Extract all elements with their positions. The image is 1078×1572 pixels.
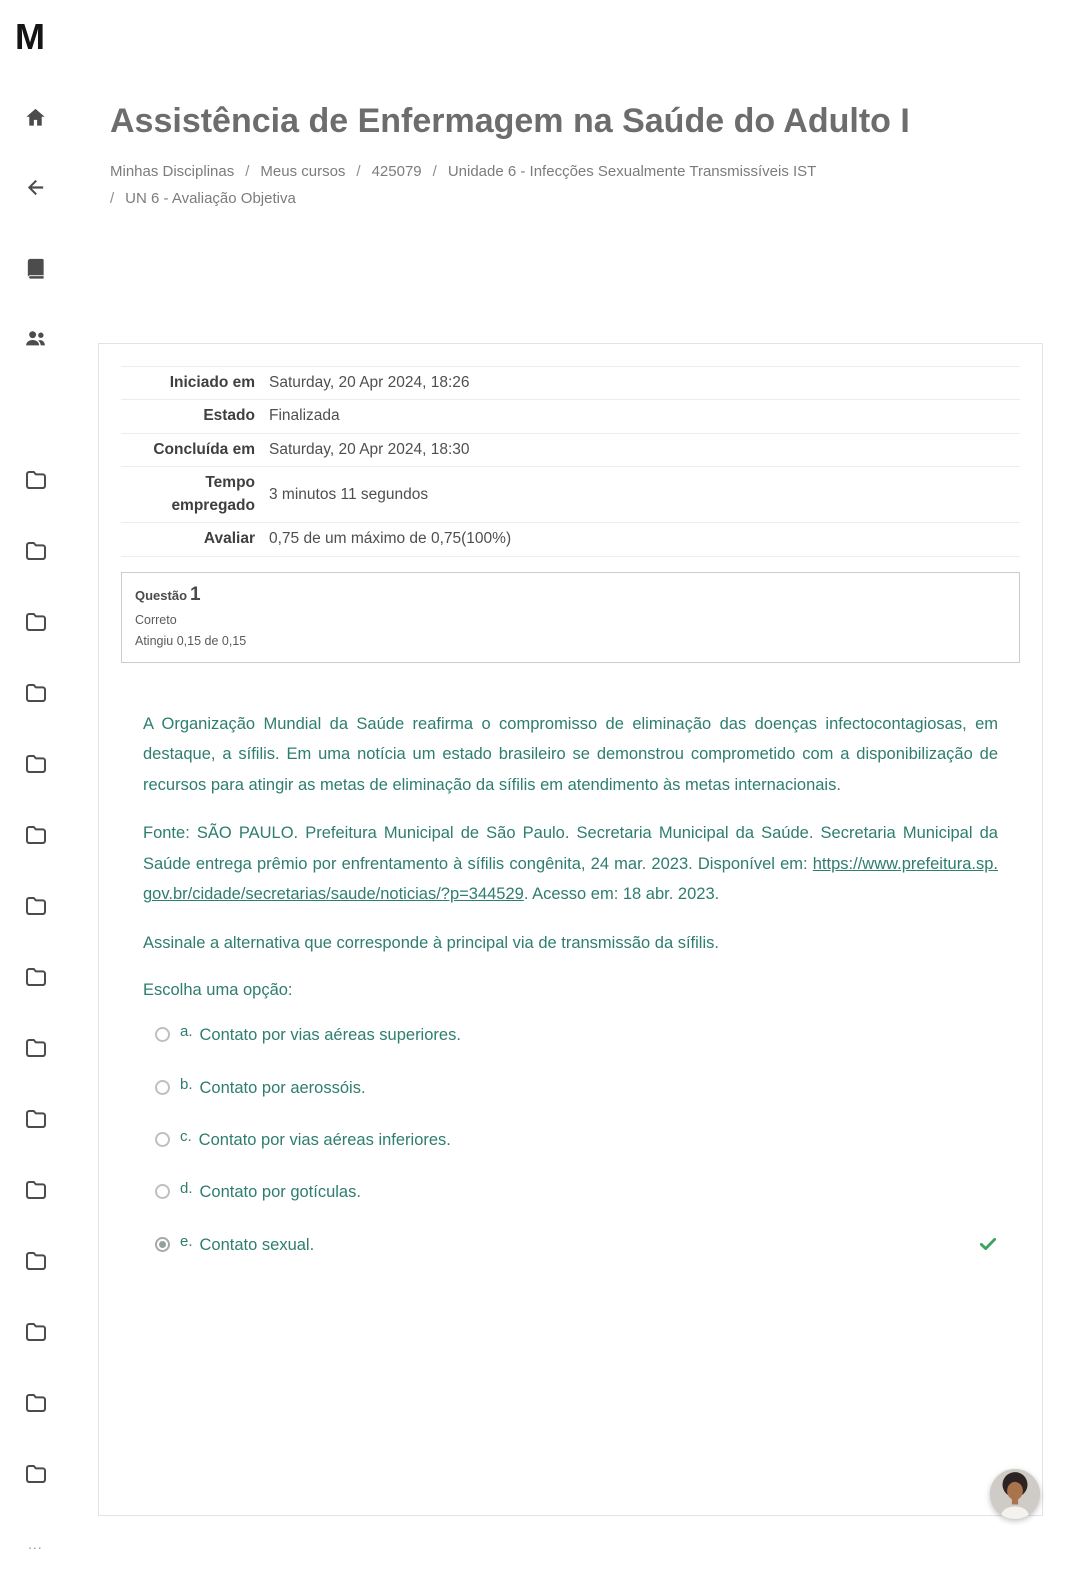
option-letter: c. — [180, 1127, 192, 1145]
folder-icon[interactable] — [24, 965, 48, 989]
source-text-before: Fonte: SÃO PAULO. Prefeitura Municipal de São Paulo. Secretaria Municipal da Saúde. Secretaria Municipal da Saúde entrega prêmio por enfrentamento à sífilis congênita, 24 mar. 2023. Disponível em: — [143, 824, 998, 873]
breadcrumb-item[interactable]: Minhas Disciplinas — [110, 162, 235, 180]
option-letter: d. — [180, 1180, 193, 1198]
answer-option-c[interactable] — [155, 1127, 998, 1153]
summary-value: 0,75 de um máximo de 0,75(100%) — [269, 530, 512, 548]
page-title: Assistência de Enfermagem na Saúde do Adulto I — [110, 102, 910, 140]
breadcrumb-item[interactable]: UN 6 - Avaliação Objetiva — [125, 190, 296, 208]
arrow-left-icon[interactable] — [24, 176, 47, 199]
assistant-avatar[interactable] — [990, 1469, 1040, 1519]
option-text: Contato por gotículas. — [199, 1183, 361, 1202]
breadcrumb-separator: / — [432, 162, 437, 180]
breadcrumb-separator: / — [245, 162, 250, 180]
table-row — [121, 367, 1020, 400]
answer-option-e[interactable] — [155, 1232, 998, 1258]
correct-check-icon — [978, 1234, 998, 1254]
radio-button-selected[interactable] — [155, 1237, 170, 1252]
question-status: Correto — [135, 612, 177, 627]
summary-label: Estado — [203, 407, 255, 425]
users-icon[interactable] — [24, 327, 47, 350]
breadcrumb-item[interactable]: 425079 — [371, 162, 422, 180]
breadcrumb-item[interactable]: Unidade 6 - Infecções Sexualmente Transmissíveis IST — [447, 162, 817, 180]
folder-icon[interactable] — [24, 1249, 48, 1273]
sidebar — [0, 0, 70, 1572]
folder-icon[interactable] — [24, 1107, 48, 1131]
folder-icon[interactable] — [24, 681, 48, 705]
table-row — [121, 433, 1020, 466]
radio-button[interactable] — [155, 1027, 170, 1042]
question-info-box — [121, 572, 1020, 663]
folder-icon[interactable] — [24, 1462, 48, 1486]
option-letter: a. — [180, 1023, 193, 1041]
option-text: Contato sexual. — [199, 1235, 315, 1254]
summary-value: Saturday, 20 Apr 2024, 18:30 — [269, 440, 470, 458]
option-text: Contato por aerossóis. — [199, 1078, 366, 1097]
question-body — [121, 663, 1020, 1258]
home-icon[interactable] — [24, 106, 47, 129]
sidebar-folder-list — [24, 468, 48, 1486]
summary-label: Tempo empregado — [171, 474, 255, 514]
folder-icon[interactable] — [24, 1036, 48, 1060]
folder-icon[interactable] — [24, 823, 48, 847]
breadcrumb — [110, 158, 990, 214]
folder-icon[interactable] — [24, 894, 48, 918]
folder-icon[interactable] — [24, 1391, 48, 1415]
summary-label: Concluída em — [153, 440, 255, 458]
folder-icon[interactable] — [24, 610, 48, 634]
folder-icon[interactable] — [24, 1320, 48, 1344]
quiz-review-card — [98, 343, 1043, 1516]
choose-option-label: Escolha uma opção: — [143, 981, 293, 1000]
answer-option-a[interactable] — [155, 1022, 998, 1048]
option-text: Contato por vias aéreas superiores. — [199, 1026, 461, 1045]
attempt-summary-table — [121, 366, 1020, 557]
question-number: 1 — [190, 583, 201, 605]
summary-value: 3 minutos 11 segundos — [269, 485, 429, 503]
breadcrumb-item[interactable]: Meus cursos — [260, 162, 346, 180]
option-letter: b. — [180, 1075, 193, 1093]
question-label: Questão — [135, 587, 188, 603]
table-row — [121, 523, 1020, 556]
radio-button[interactable] — [155, 1132, 170, 1147]
radio-button[interactable] — [155, 1184, 170, 1199]
folder-icon[interactable] — [24, 752, 48, 776]
radio-button[interactable] — [155, 1080, 170, 1095]
summary-value: Finalizada — [269, 407, 340, 425]
table-row — [121, 400, 1020, 433]
answer-option-d[interactable] — [155, 1179, 998, 1205]
sidebar-overflow-indicator: ... — [28, 1536, 43, 1552]
summary-label: Avaliar — [203, 530, 255, 548]
table-row — [121, 467, 1020, 523]
summary-label: Iniciado em — [169, 374, 255, 392]
folder-icon[interactable] — [24, 1178, 48, 1202]
question-points: Atingiu 0,15 de 0,15 — [135, 633, 247, 648]
main-content — [98, 0, 1043, 1516]
breadcrumb-separator: / — [356, 162, 361, 180]
option-letter: e. — [180, 1232, 193, 1250]
breadcrumb-separator: / — [110, 190, 115, 208]
question-prompt: Assinale a alternativa que corresponde à principal via de transmissão da sífilis. — [143, 933, 719, 952]
answer-option-b[interactable] — [155, 1075, 998, 1101]
folder-icon[interactable] — [24, 539, 48, 563]
folder-icon[interactable] — [24, 468, 48, 492]
book-icon[interactable] — [24, 257, 47, 280]
app-logo: M — [15, 16, 43, 57]
question-paragraph: A Organização Mundial da Saúde reafirma o compromisso de eliminação das doenças infectocontagiosas, em destaque, a sífilis. Em uma notícia um estado brasileiro se demonstrou comprometido com a disponibilização de recursos para atingir as metas de eliminação da sífilis em atendimento às metas internacionais. — [143, 714, 998, 794]
summary-value: Saturday, 20 Apr 2024, 18:26 — [269, 374, 470, 392]
source-link[interactable]: https://www.prefeitura.sp.gov.br/cidade/secretarias/saude/noticias/?p=344529 — [143, 854, 998, 904]
source-text-after: . Acesso em: 18 abr. 2023. — [523, 885, 720, 904]
question-source — [143, 818, 998, 910]
option-text: Contato por vias aéreas inferiores. — [198, 1130, 451, 1149]
